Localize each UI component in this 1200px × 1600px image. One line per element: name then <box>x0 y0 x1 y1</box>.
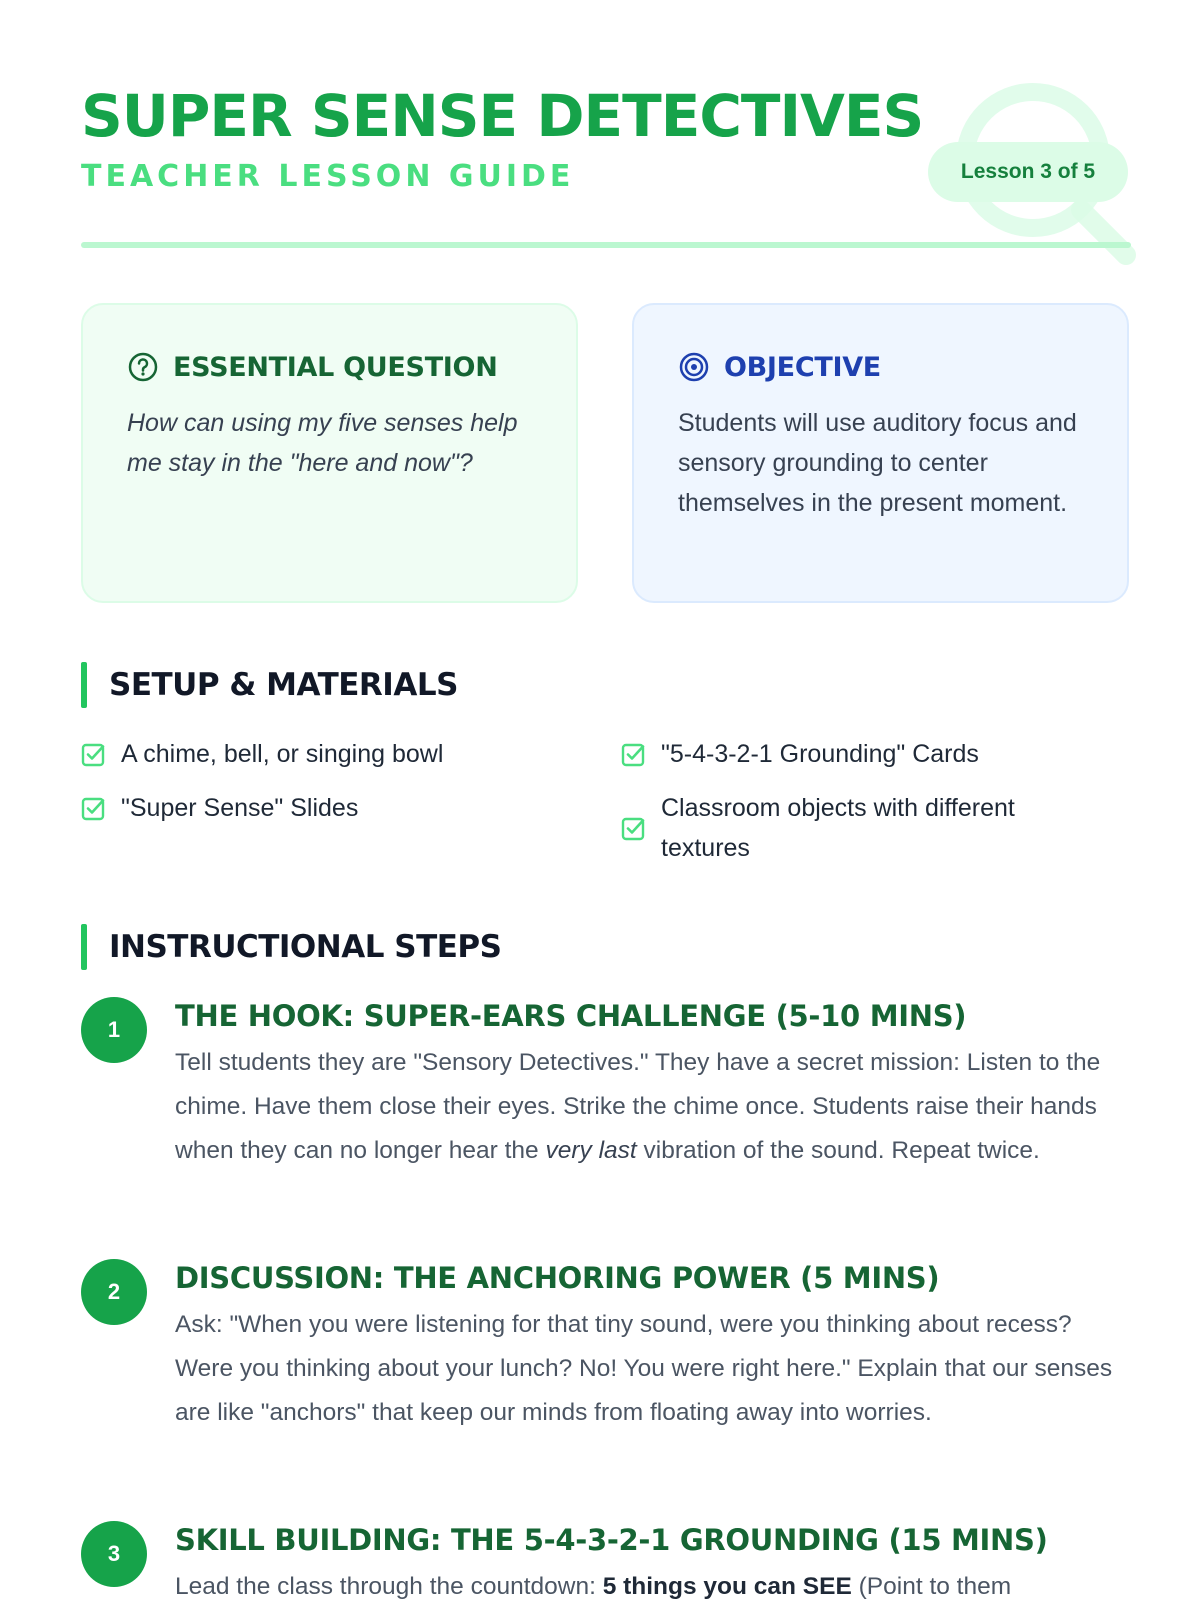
step-number-badge: 3 <box>81 1521 147 1587</box>
target-icon <box>678 351 710 383</box>
step-title: THE HOOK: SUPER-EARS CHALLENGE (5-10 MINS) <box>175 999 967 1033</box>
essential-question-title: ESSENTIAL QUESTION <box>173 351 498 383</box>
header <box>81 84 1131 254</box>
checkbox-checked-icon <box>621 815 647 841</box>
materials-section-title: SETUP & MATERIALS <box>109 667 458 703</box>
step-number-badge: 1 <box>81 997 147 1063</box>
checkbox-checked-icon <box>621 741 647 767</box>
lesson-badge: Lesson 3 of 5 <box>928 142 1128 202</box>
emphasis-text: very last <box>545 1137 637 1164</box>
question-circle-icon <box>127 351 159 383</box>
material-item <box>621 788 1071 868</box>
material-label: "5-4-3-2-1 Grounding" Cards <box>661 740 979 768</box>
objective-text: Students will use auditory focus and sensory grounding to center themselves in the present moment. <box>678 409 1077 517</box>
header-divider <box>81 242 1131 248</box>
section-accent-bar <box>81 662 87 708</box>
material-label: Classroom objects with different textures <box>661 794 1015 862</box>
material-label: "Super Sense" Slides <box>121 794 359 822</box>
material-label: A chime, bell, or singing bowl <box>121 740 444 768</box>
essential-question-text: How can using my five senses help me stay in the "here and now"? <box>127 409 518 477</box>
checkbox-checked-icon <box>81 795 107 821</box>
step-title: SKILL BUILDING: THE 5-4-3-2-1 GROUNDING (15 MINS) <box>175 1523 1048 1557</box>
page-subtitle: TEACHER LESSON GUIDE <box>81 159 575 194</box>
material-item <box>81 788 358 828</box>
bold-text: 5 things you can SEE <box>602 1573 852 1600</box>
checkbox-checked-icon <box>81 741 107 767</box>
step-number-badge: 2 <box>81 1259 147 1325</box>
step-description: Tell students they are "Sensory Detectives." They have a secret mission: Listen to the chime. Have them close their eyes. Strike the chime once. Students raise their hands when they can no longer hear the very last vibration of the sound. Repeat twice. <box>175 1049 1101 1164</box>
material-item <box>81 734 443 774</box>
materials-section-heading <box>81 662 458 708</box>
page-title: SUPER SENSE DETECTIVES <box>81 82 924 150</box>
objective-title: OBJECTIVE <box>724 351 881 383</box>
steps-section-heading <box>81 924 501 970</box>
step-title: DISCUSSION: THE ANCHORING POWER (5 MINS) <box>175 1261 940 1295</box>
steps-section-title: INSTRUCTIONAL STEPS <box>109 929 502 965</box>
step-description: Ask: "When you were listening for that tiny sound, were you thinking about recess? Were you thinking about your lunch? No! You were right here." Explain that our senses are like "anchors" that keep our minds from floating away into worries. <box>175 1311 1113 1426</box>
objective-card <box>632 303 1129 603</box>
step-description: Lead the class through the countdown: 5 things you can SEE (Point to them <box>175 1573 1012 1600</box>
essential-question-card <box>81 303 578 603</box>
material-item <box>621 734 979 774</box>
section-accent-bar <box>81 924 87 970</box>
